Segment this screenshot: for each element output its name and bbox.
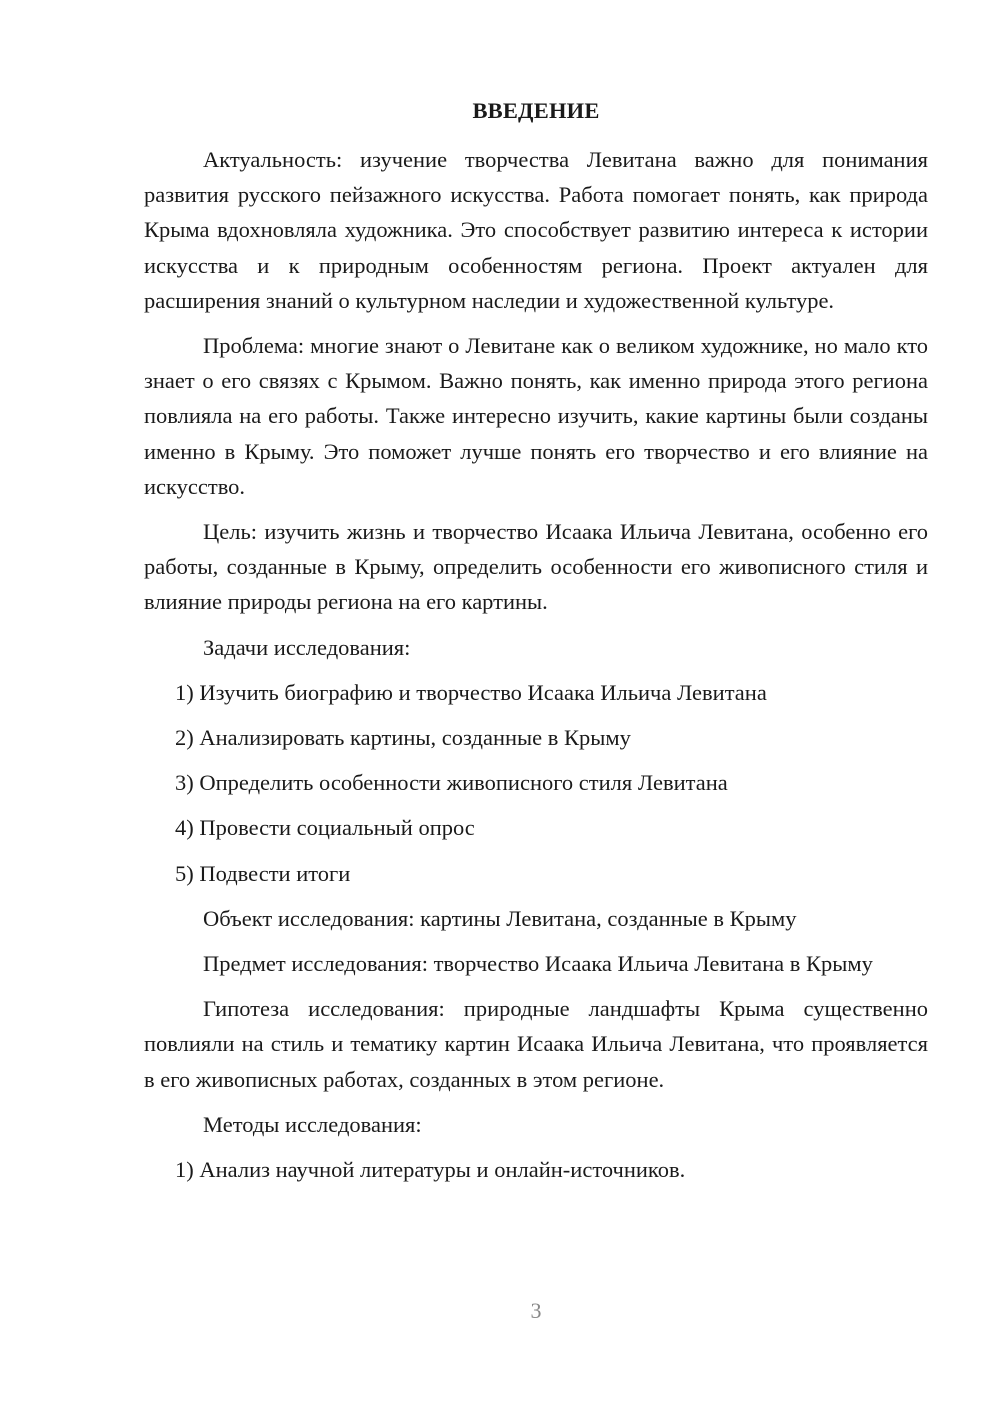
list-item: 1) Изучить биографию и творчество Исаака Ильича Левитана: [175, 679, 767, 705]
goal-paragraph: Цель: изучить жизнь и творчество Исаака Ильича Левитана, особенно его работы, созданные в Крыму, определить особенности его живописного стиля и влияние природы региона на его картины.: [144, 519, 928, 615]
relevance-paragraph: Актуальность: изучение творчества Левитана важно для понимания развития русского пейзажного искусства. Работа помогает понять, как природа Крыма вдохновляла художника. Это способствует развитию интереса к истории искусства и к природным особенностям региона. Проект актуален для расширения знаний о культурном наследии и художественной культуре.: [144, 147, 928, 313]
list-item: 4) Провести социальный опрос: [175, 815, 475, 841]
list-item: 2) Анализировать картины, созданные в Крыму: [175, 725, 631, 751]
list-item: 3) Определить особенности живописного стиля Левитана: [175, 770, 728, 796]
section-title: ВВЕДЕНИЕ: [472, 98, 600, 123]
page-content: [144, 96, 928, 1197]
problem-paragraph: Проблема: многие знают о Левитане как о великом художнике, но мало кто знает о его связях с Крымом. Важно понять, как именно природа этого региона повлияла на его работы. Также интересно изучить, какие картины были созданы именно в Крыму. Это поможет лучше понять его творчество и его влияние на искусство.: [144, 333, 928, 499]
methods-list: [144, 1152, 928, 1187]
methods-label: Методы исследования:: [203, 1111, 422, 1137]
object-paragraph: Объект исследования: картины Левитана, созданные в Крыму: [203, 905, 797, 931]
list-item: 5) Подвести итоги: [175, 860, 351, 886]
tasks-label: Задачи исследования:: [203, 634, 411, 660]
page-number: 3: [530, 1298, 542, 1323]
list-item: 1) Анализ научной литературы и онлайн-источников.: [175, 1157, 686, 1183]
tasks-list: [144, 675, 928, 891]
hypothesis-paragraph: Гипотеза исследования: природные ландшафты Крыма существенно повлияли на стиль и тематику картин Исаака Ильича Левитана, что проявляется в его живописных работах, созданных в этом регионе.: [144, 996, 928, 1092]
subject-paragraph: Предмет исследования: творчество Исаака Ильича Левитана в Крыму: [203, 951, 873, 977]
